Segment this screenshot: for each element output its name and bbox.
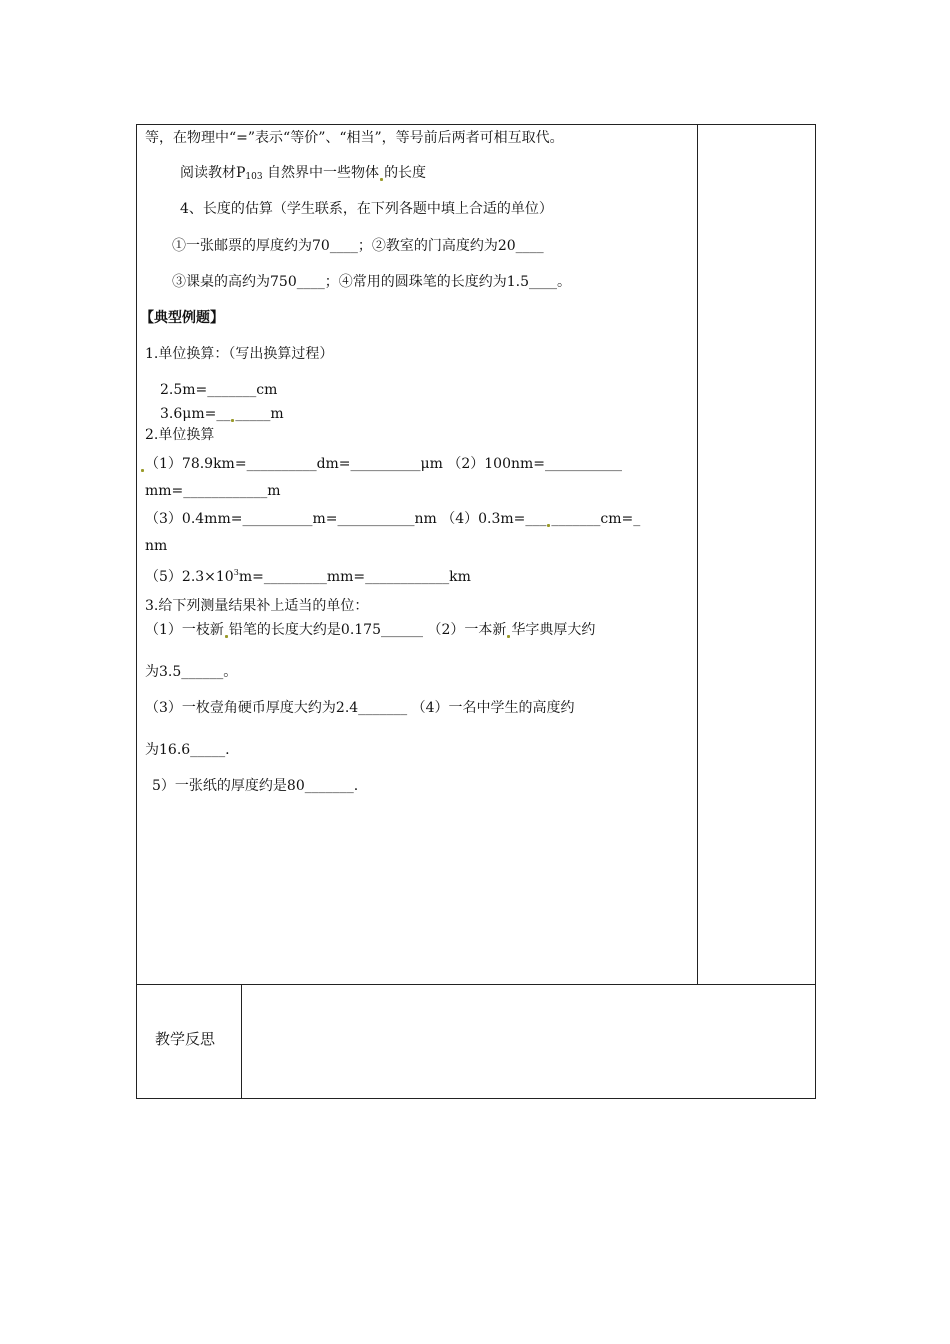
text-line-measurement-units: 3.给下列测量结果补上适当的单位： xyxy=(145,598,369,614)
text-fragment: _______cm=_ xyxy=(551,511,641,527)
text-line-measurement-items-1 xyxy=(145,621,595,639)
text-line-measurement-items-1-cont: 为3.5______。 xyxy=(145,664,238,680)
text-line-measurement-items-2-cont: 为16.6_____. xyxy=(145,742,230,758)
notes-side-cell xyxy=(697,124,816,985)
text-line-conversion-2-items-2-cont: nm xyxy=(145,538,168,554)
text-fragment: （5）2.3×10 xyxy=(145,569,234,585)
text-line-measurement-items-3: 5）一张纸的厚度约是80_______. xyxy=(152,778,359,794)
stray-dot-mark xyxy=(225,635,228,638)
text-line-conversion-2-items-1-cont: mm=____________m xyxy=(145,483,281,499)
text-line-equivalence: 等，在物理中“=”表示“等价”、“相当”，等号前后两者可相互取代。 xyxy=(145,130,564,146)
text-fragment: m=_________mm=____________km xyxy=(238,569,471,585)
stray-dot-mark xyxy=(507,635,510,638)
section-heading-examples: 【典型例题】 xyxy=(140,310,224,326)
text-line-conversion-2-items-3 xyxy=(145,564,471,586)
text-fragment: _____m xyxy=(235,406,284,422)
text-line-measurement-items-2: （3）一枚壹角硬币厚度大约为2.4_______ （4）一名中学生的高度约 xyxy=(145,700,575,716)
text-line-estimation-items-2: ③课桌的高约为750____；④常用的圆珠笔的长度约为1.5____。 xyxy=(172,274,571,290)
text-fragment: 阅读教材P xyxy=(180,165,246,181)
stray-dot-mark xyxy=(380,178,383,181)
text-line-textbook-reading xyxy=(180,164,426,186)
text-fragment: 的长度 xyxy=(384,165,427,181)
reflection-content-cell xyxy=(241,984,816,1099)
text-line-conversion-2-items-2 xyxy=(145,510,640,528)
text-fragment: 华字典厚大约 xyxy=(511,622,596,638)
text-line-unit-conversion-1: 1.单位换算：（写出换算过程） xyxy=(145,346,334,362)
exponent-superscript: 3 xyxy=(233,568,239,577)
text-fragment: （1）一枝新 xyxy=(145,622,224,638)
page-subscript: 103 xyxy=(245,172,263,182)
text-fragment: 自然界中一些物体 xyxy=(262,165,380,181)
reflection-label: 教学反思 xyxy=(155,1030,216,1048)
stray-dot-mark xyxy=(141,469,144,472)
text-line-unit-conversion-2: 2.单位换算 xyxy=(145,427,215,443)
text-fragment: 3.6μm=__ xyxy=(160,406,231,422)
text-line-estimation-items-1: ①一张邮票的厚度约为70____；②教室的门高度约为20____ xyxy=(172,238,544,254)
text-fragment: （1）78.9km=__________dm=__________μm （2）100nm=___________ xyxy=(145,456,623,472)
text-line-conversion-b xyxy=(160,405,284,423)
text-line-conversion-a: 2.5m=_______cm xyxy=(160,382,278,398)
text-fragment: 铅笔的长度大约是0.175______ （2）一本新 xyxy=(228,622,507,638)
stray-dot-mark xyxy=(231,419,234,422)
text-line-conversion-2-items-1 xyxy=(140,455,622,473)
text-fragment: （3）0.4mm=__________m=___________nm （4）0.3m=___ xyxy=(145,511,547,527)
stray-dot-mark xyxy=(547,524,550,527)
text-line-length-estimation: 4、长度的估算（学生联系，在下列各题中填上合适的单位） xyxy=(180,201,553,217)
